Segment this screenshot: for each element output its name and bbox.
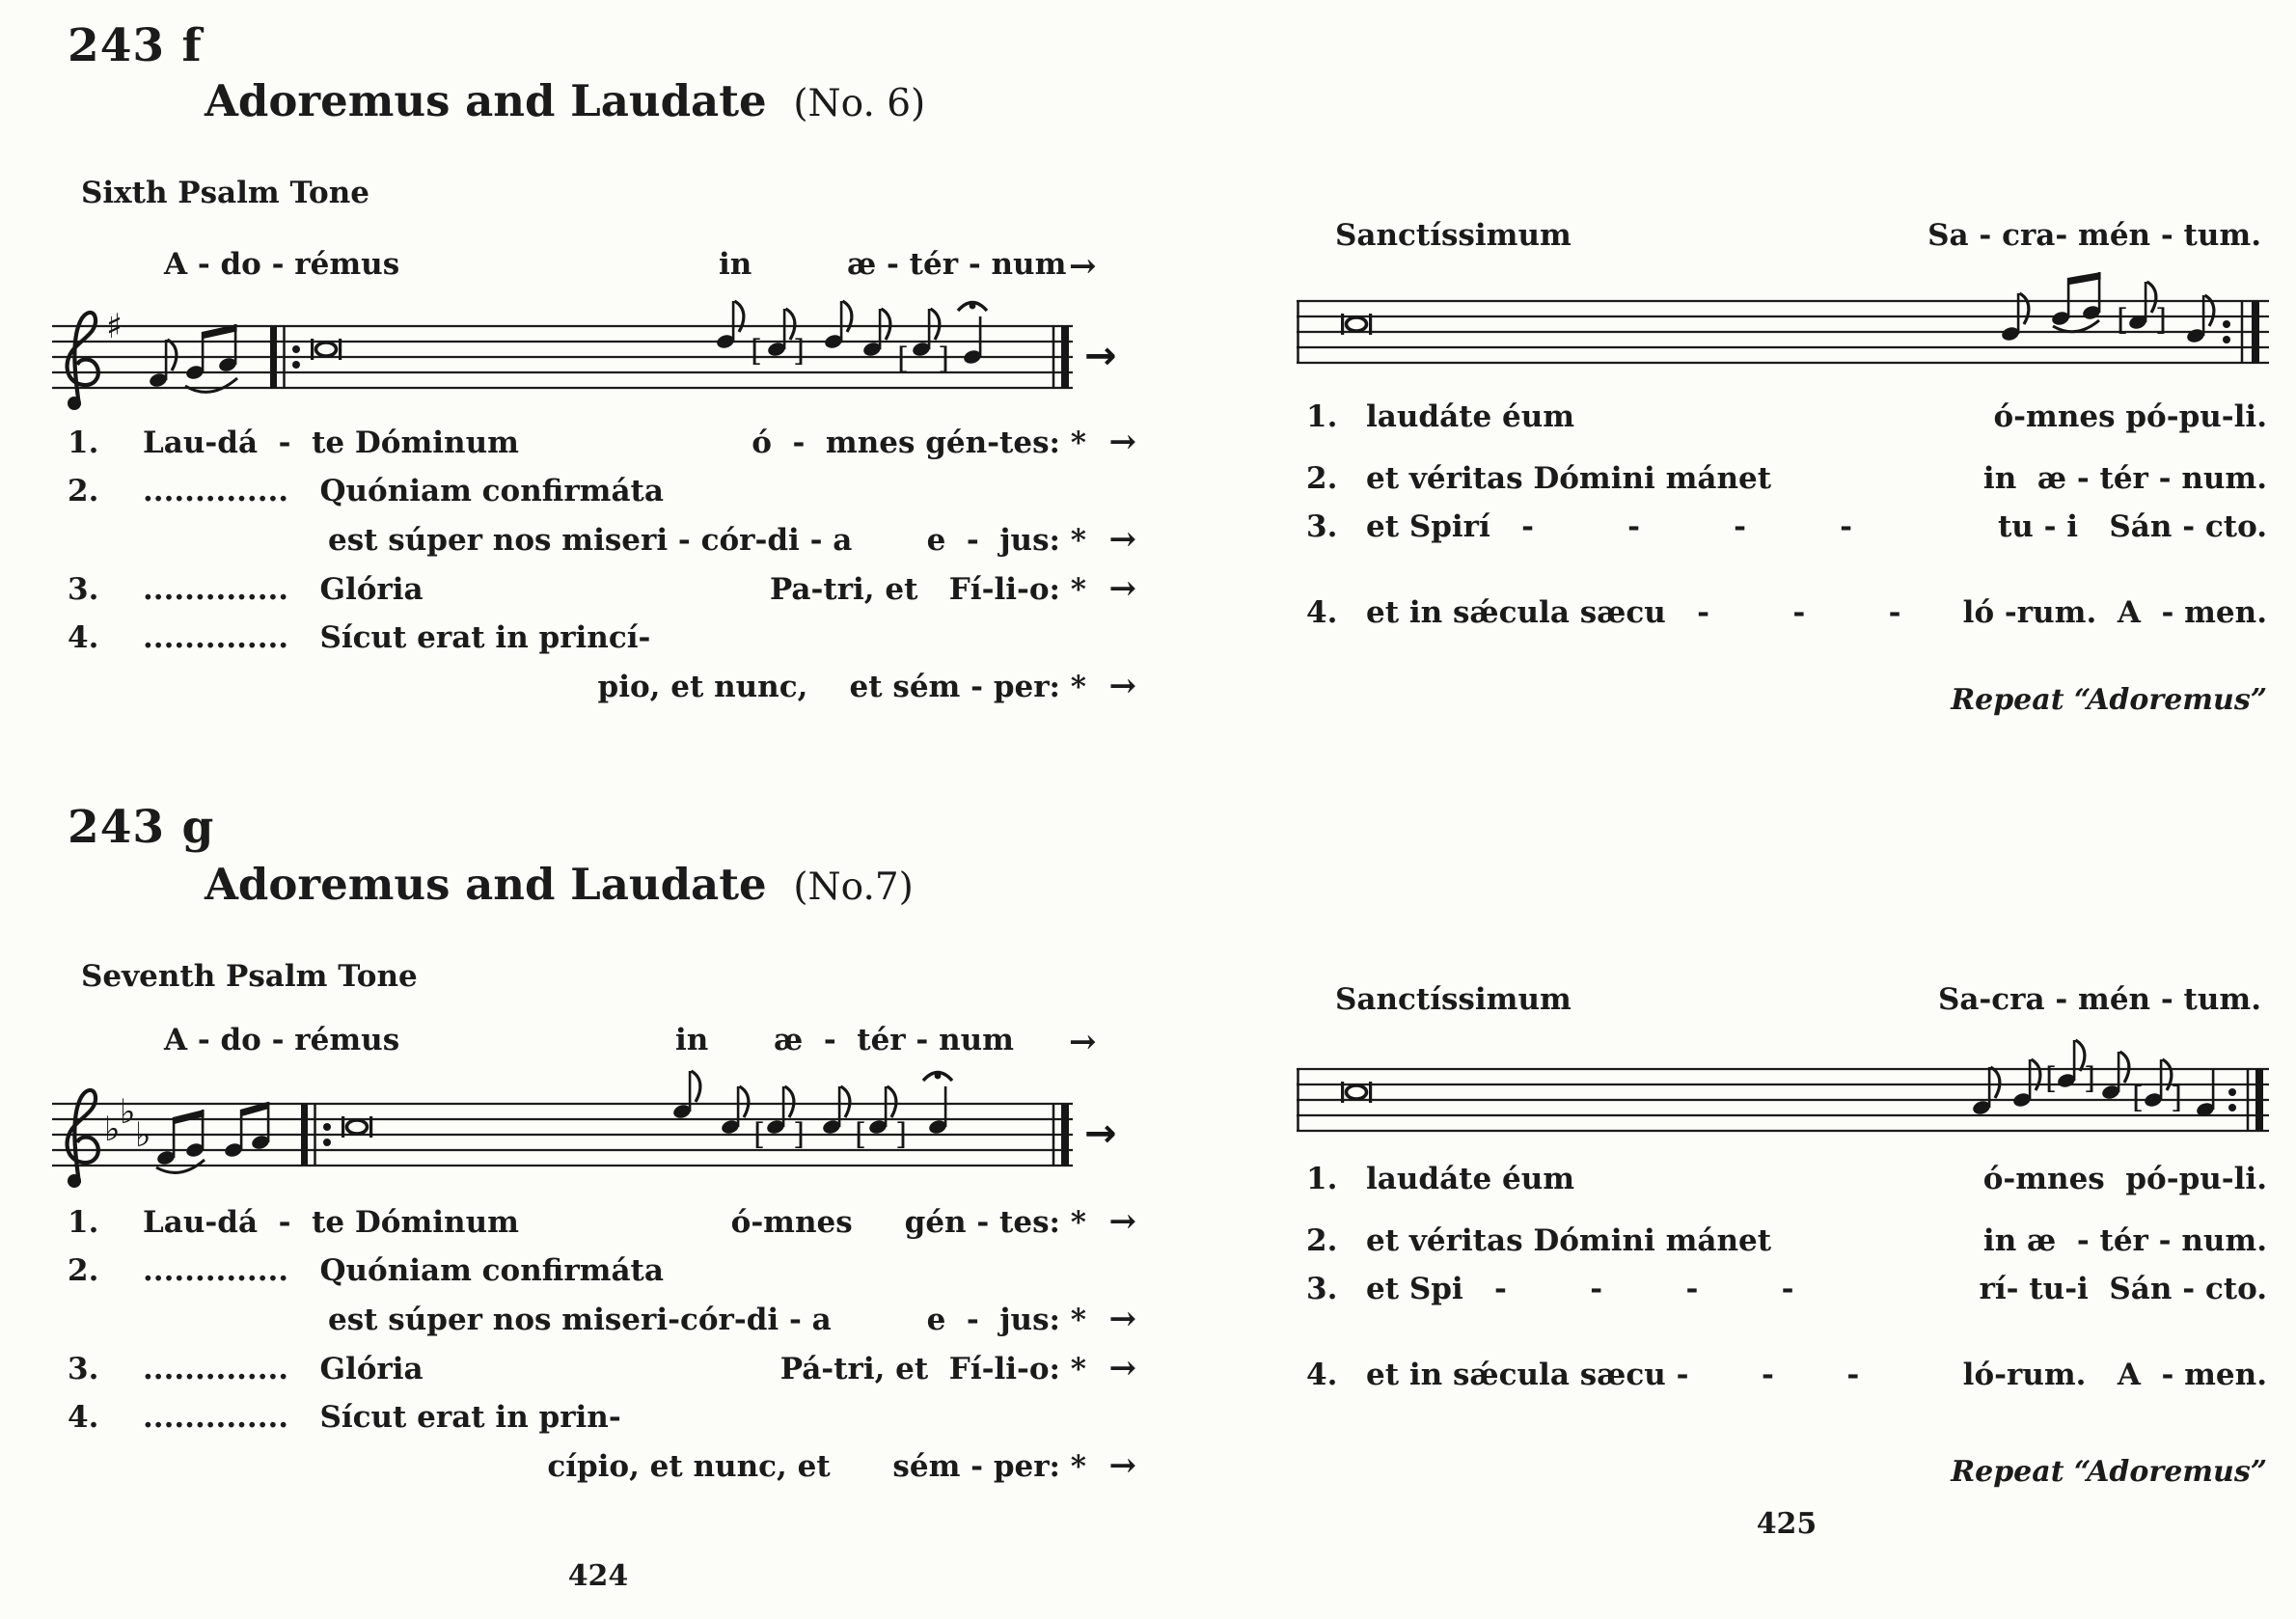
verse-text: .............. Sícut erat in princí- — [143, 620, 651, 655]
verse-text: .............. Quóniam confirmáta — [143, 474, 664, 508]
verse-tail: cípio, et nunc, et sém - per: * — [547, 1449, 1086, 1484]
arrow-icon: → — [1069, 247, 1097, 286]
verse-block-populi-7 — [1306, 1164, 2267, 1408]
verse-text: et in sǽcula sæcu - - - — [1366, 1358, 1860, 1392]
verse-text: Lau-dá - te Dóminum — [143, 425, 519, 460]
section-number-243f: 243 f — [68, 19, 203, 72]
staff-sanctissimum-7 — [1295, 1034, 2279, 1169]
arrow-icon: → — [1108, 667, 1136, 705]
verse-number: 1. — [68, 425, 99, 460]
cadence-notes — [2000, 272, 2213, 344]
cadence-notes — [715, 301, 987, 376]
verse-line — [1306, 597, 2267, 629]
editorial-bracket: [ — [2045, 1061, 2058, 1096]
editorial-bracket: [ — [855, 1117, 867, 1152]
arrow-icon: → — [1069, 1023, 1097, 1061]
arrow-icon: → — [1108, 1349, 1136, 1387]
title-number: (No. 6) — [793, 82, 926, 125]
editorial-bracket: [ — [897, 342, 910, 376]
arrow-icon: → — [1084, 334, 1117, 378]
staff-adoremus-7 — [50, 1059, 1135, 1206]
verse-number: 3. — [68, 572, 99, 607]
intonation-notes — [155, 1102, 270, 1172]
staff-svg-6 — [50, 282, 1135, 428]
incipit-syllables: A - do - rémus — [164, 1023, 400, 1057]
verse-text: et véritas Dómini mánet — [1366, 1223, 1772, 1258]
psalm-tone-label-6: Sixth Psalm Tone — [81, 176, 369, 210]
editorial-bracket: [ — [753, 1117, 766, 1152]
verse-line — [68, 423, 1136, 461]
editorial-bracket: [ — [2132, 1081, 2145, 1115]
verse-tail: e - jus: * — [926, 1303, 1086, 1337]
verse-line — [68, 667, 1136, 705]
verse-number: 4. — [1306, 595, 1338, 630]
verse-tail: ó-mnes pó-pu-li. — [1993, 399, 2267, 434]
verse-tail: Pa-tri, et Fí-li-o: * — [769, 572, 1086, 607]
verse-text: et Spirí - - - - — [1366, 509, 1853, 544]
verse-number: 2. — [68, 474, 99, 508]
verse-block-laudate-6 — [68, 423, 1136, 720]
psalm-tone-label-7: Seventh Psalm Tone — [81, 959, 418, 994]
incipit-line-7 — [58, 1023, 1138, 1063]
title-text: Adoremus and Laudate — [205, 75, 767, 126]
title-number: (No.7) — [793, 865, 914, 909]
verse-block-laudate-7 — [68, 1202, 1136, 1499]
verse-line — [68, 520, 1136, 559]
verse-line — [68, 1300, 1136, 1338]
verse-line — [1306, 1274, 2267, 1305]
sanctissimum-header-6 — [1300, 218, 2265, 253]
editorial-bracket: ] — [2155, 303, 2168, 338]
verse-line — [1306, 1225, 2267, 1257]
verse-number: 3. — [1306, 1272, 1338, 1306]
verse-line — [68, 1446, 1136, 1485]
repeat-instruction-7: Repeat “Adoremus” — [1951, 1455, 2267, 1489]
verse-tail: ó-mnes pó-pu-li. — [1982, 1162, 2267, 1196]
verse-line — [1306, 463, 2267, 495]
verse-line — [68, 1202, 1136, 1241]
verse-line — [68, 1255, 1136, 1287]
sharp-icon: ♯ — [106, 308, 123, 346]
verse-tail: ló-rum. A - men. — [1962, 1358, 2267, 1392]
arrow-icon: → — [1108, 1446, 1136, 1485]
verse-number: 1. — [1306, 1162, 1338, 1196]
editorial-bracket: ] — [2171, 1081, 2183, 1115]
verse-tail: Pá-tri, et Fí-li-o: * — [779, 1352, 1086, 1386]
verse-text: et véritas Dómini mánet — [1366, 461, 1772, 496]
verse-line — [68, 1349, 1136, 1387]
verse-tail: in æ - tér - num. — [1982, 1223, 2267, 1258]
verse-tail: ó-mnes gén - tes: * — [730, 1205, 1086, 1240]
editorial-bracket: ] — [895, 1117, 908, 1152]
verse-text: et in sǽcula sæcu - - - — [1366, 595, 1901, 630]
intonation-notes — [148, 324, 237, 392]
piece-title-6 — [205, 75, 925, 126]
incipit-word-in: in — [719, 247, 752, 282]
verse-number: 1. — [1306, 399, 1338, 434]
verse-line — [68, 476, 1136, 508]
piece-title-7 — [205, 859, 914, 910]
page-number-425: 425 — [1756, 1507, 1818, 1541]
verse-tail: rí- tu-i Sán - cto. — [1979, 1272, 2267, 1306]
arrow-icon: → — [1108, 520, 1136, 559]
verse-tail: ó - mnes gén-tes: * — [752, 425, 1086, 460]
verse-text: et Spi - - - - — [1366, 1272, 1794, 1306]
incipit-syllables: A - do - rémus — [164, 247, 400, 282]
treble-clef-icon — [68, 313, 98, 410]
sanctissimum-header-7 — [1300, 982, 2265, 1017]
flat-icon: ♭ — [104, 1111, 121, 1149]
incipit-word-in: in — [675, 1023, 709, 1057]
verse-text: est súper nos miseri-cór-di - a — [328, 1303, 832, 1337]
verse-text: .............. Quóniam confirmáta — [143, 1253, 664, 1288]
staff-svg-right-6 — [1295, 266, 2279, 401]
verse-line — [68, 622, 1136, 654]
treble-clef-icon — [68, 1090, 98, 1188]
beam — [173, 1110, 205, 1124]
verse-number: 4. — [68, 1400, 99, 1435]
verse-line — [1306, 401, 2267, 433]
beam — [2067, 272, 2101, 285]
verse-block-populi-6 — [1306, 401, 2267, 645]
fermata-icon — [923, 1073, 952, 1082]
verse-tail: in æ - tér - num. — [1982, 461, 2267, 496]
cadence-notes — [671, 1071, 952, 1152]
verse-line — [1306, 1359, 2267, 1391]
verse-number: 4. — [1306, 1358, 1338, 1392]
editorial-bracket: [ — [751, 334, 763, 369]
editorial-bracket: [ — [2117, 303, 2129, 338]
fermata-icon — [958, 303, 987, 312]
staff-sanctissimum-6 — [1295, 266, 2279, 401]
editorial-bracket: ] — [938, 342, 950, 376]
arrow-icon: → — [1108, 569, 1136, 608]
verse-text: laudáte éum — [1366, 399, 1575, 434]
staff-lines — [52, 1104, 1073, 1166]
verse-number: 1. — [68, 1205, 99, 1240]
verse-line — [1306, 511, 2267, 543]
section-number-243g: 243 g — [68, 801, 215, 854]
incipit-syllables-end: æ - tér - num — [774, 1023, 1014, 1057]
verse-line — [68, 1402, 1136, 1434]
verse-text: Lau-dá - te Dóminum — [143, 1205, 519, 1240]
verse-tail: e - jus: * — [926, 523, 1086, 558]
verse-tail: tu - i Sán - cto. — [1997, 509, 2267, 544]
editorial-bracket: ] — [793, 334, 806, 369]
staff-lines — [1297, 1069, 2269, 1131]
verse-number: 3. — [1306, 509, 1338, 544]
verse-text: est súper nos miseri - cór-di - a — [328, 523, 853, 558]
incipit-syllables-end: æ - tér - num — [847, 247, 1067, 282]
header-left-text: Sanctíssimum — [1335, 982, 1572, 1017]
title-text: Adoremus and Laudate — [205, 859, 767, 910]
verse-number: 2. — [1306, 1223, 1338, 1258]
arrow-icon: → — [1108, 423, 1136, 461]
arrow-icon: → — [1084, 1111, 1117, 1156]
cadence-notes — [1971, 1040, 2215, 1118]
verse-text: .............. Glória — [143, 1352, 424, 1386]
verse-number: 2. — [68, 1253, 99, 1288]
editorial-bracket: ] — [793, 1117, 806, 1152]
header-right-text: Sa - cra- mén - tum. — [1927, 218, 2261, 253]
flat-icon: ♭ — [120, 1093, 136, 1132]
verse-number: 2. — [1306, 461, 1338, 496]
verse-text: .............. Glória — [143, 572, 424, 607]
verse-text: laudáte éum — [1366, 1162, 1575, 1196]
slur — [185, 378, 237, 392]
page-number-424: 424 — [567, 1559, 629, 1593]
verse-tail: ló -rum. A - men. — [1962, 595, 2267, 630]
verse-number: 4. — [68, 620, 99, 655]
verse-text: .............. Sícut erat in prin- — [143, 1400, 621, 1435]
flat-icon: ♭ — [135, 1116, 151, 1155]
arrow-icon: → — [1108, 1202, 1136, 1241]
header-right-text: Sa-cra - mén - tum. — [1937, 982, 2261, 1017]
repeat-instruction-6: Repeat “Adoremus” — [1951, 683, 2267, 717]
verse-line — [68, 569, 1136, 608]
staff-svg-7 — [50, 1059, 1135, 1206]
verse-number: 3. — [68, 1352, 99, 1386]
staff-svg-right-7 — [1295, 1034, 2279, 1169]
verse-tail: pio, et nunc, et sém - per: * — [597, 670, 1086, 704]
staff-adoremus-6 — [50, 282, 1135, 428]
header-left-text: Sanctíssimum — [1335, 218, 1572, 253]
editorial-bracket: ] — [2084, 1061, 2096, 1096]
verse-line — [1306, 1164, 2267, 1195]
arrow-icon: → — [1108, 1300, 1136, 1338]
